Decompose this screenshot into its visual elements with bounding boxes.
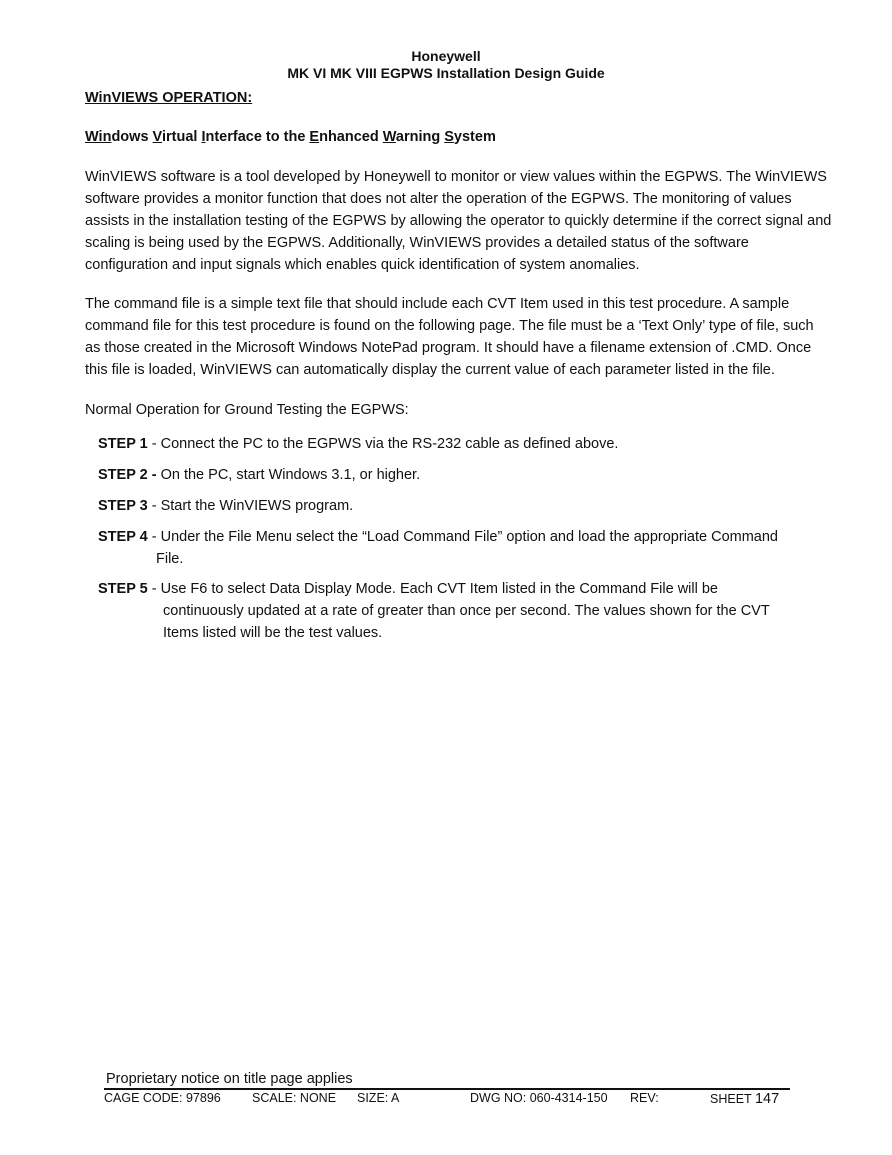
section-title: WinVIEWS OPERATION: [85,90,253,106]
step-4 [98,526,798,570]
proprietary-notice: Proprietary notice on title page applies [106,1071,353,1087]
footer-divider [104,1088,790,1090]
section-subtitle [85,129,496,145]
paragraph-line: command file for this test procedure is found on the following page. The file must be a ‘Text Only’ type of file, such [85,318,814,334]
page-header [0,48,892,82]
subtitle-underlined-letters: Win [85,129,112,145]
subtitle-text: nhanced [319,129,383,145]
step-label: STEP 1 [98,436,148,452]
step-continuation: File. [156,551,184,567]
step-text: Use F6 to select Data Display Mode. Each CVT Item listed in the Command File will be [160,581,718,597]
step-5 [98,578,798,644]
subtitle-text: nterface to the [205,129,310,145]
paragraph-overview [85,166,845,276]
step-3 [98,495,798,517]
drawing-number: DWG NO: 060-4314-150 [470,1091,608,1105]
step-label: STEP 2 - [98,467,157,483]
paragraph-line: this file is loaded, WinVIEWS can automatically display the current value of each parameter listed in the file. [85,362,775,378]
subtitle-text: arning [395,129,445,145]
step-text: Connect the PC to the EGPWS via the RS-232 cable as defined above. [160,436,619,452]
subtitle-underlined-letters: S [444,129,454,145]
step-text: Under the File Menu select the “Load Command File” option and load the appropriate Command [160,529,778,545]
step-label: STEP 3 [98,498,148,514]
sheet-info [710,1091,779,1107]
header-company: Honeywell [411,48,481,64]
step-label: STEP 5 [98,581,148,597]
subtitle-text: ystem [453,129,496,145]
paragraph-command-file [85,293,845,381]
step-continuation: continuously updated at a rate of greater than once per second. The values shown for the CVT [163,603,770,619]
subtitle-underlined-letters: W [382,129,396,145]
paragraph-line: WinVIEWS software is a tool developed by Honeywell to monitor or view values within the EGPWS. The WinVIEWS [85,169,827,185]
paragraph-line: The command file is a simple text file that should include each CVT Item used in this test procedure. A sample [85,296,790,312]
subtitle-underlined-letters: I [201,129,206,145]
size-label: SIZE: A [357,1091,400,1105]
step-2 [98,464,798,486]
step-separator: - [147,436,161,452]
step-label: STEP 4 [98,529,148,545]
step-separator: - [147,581,161,597]
paragraph-line: as those created in the Microsoft Windows NotePad program. It should have a filename extension of .CMD. Once [85,340,812,356]
paragraph-line: assists in the installation testing of the EGPWS by allowing the operator to quickly determine if the correct signal and [85,213,832,229]
header-title: MK VI MK VIII EGPWS Installation Design Guide [287,65,605,81]
sheet-number: 147 [754,1091,780,1107]
procedure-intro: Normal Operation for Ground Testing the EGPWS: [85,402,409,418]
step-1 [98,433,798,455]
cage-code: CAGE CODE: 97896 [104,1091,221,1105]
subtitle-text: dows [111,129,153,145]
subtitle-underlined-letters: V [152,129,162,145]
sheet-label: SHEET [710,1092,752,1106]
subtitle-underlined-letters: E [309,129,320,145]
paragraph-line: scaling is being used by the EGPWS. Additionally, WinVIEWS provides a detailed status of the software [85,235,749,251]
step-continuation: Items listed will be the test values. [163,625,383,641]
revision-label: REV: [630,1091,659,1105]
subtitle-text: irtual [161,129,202,145]
paragraph-line: software provides a monitor function that does not alter the operation of the EGPWS. The monitoring of values [85,191,792,207]
paragraph-line: configuration and input signals which enables quick identification of system anomalies. [85,257,640,273]
step-text: Start the WinVIEWS program. [160,498,354,514]
step-separator: - [147,498,161,514]
step-separator: - [147,529,161,545]
step-text: On the PC, start Windows 3.1, or higher. [160,467,421,483]
scale-label: SCALE: NONE [252,1091,337,1105]
